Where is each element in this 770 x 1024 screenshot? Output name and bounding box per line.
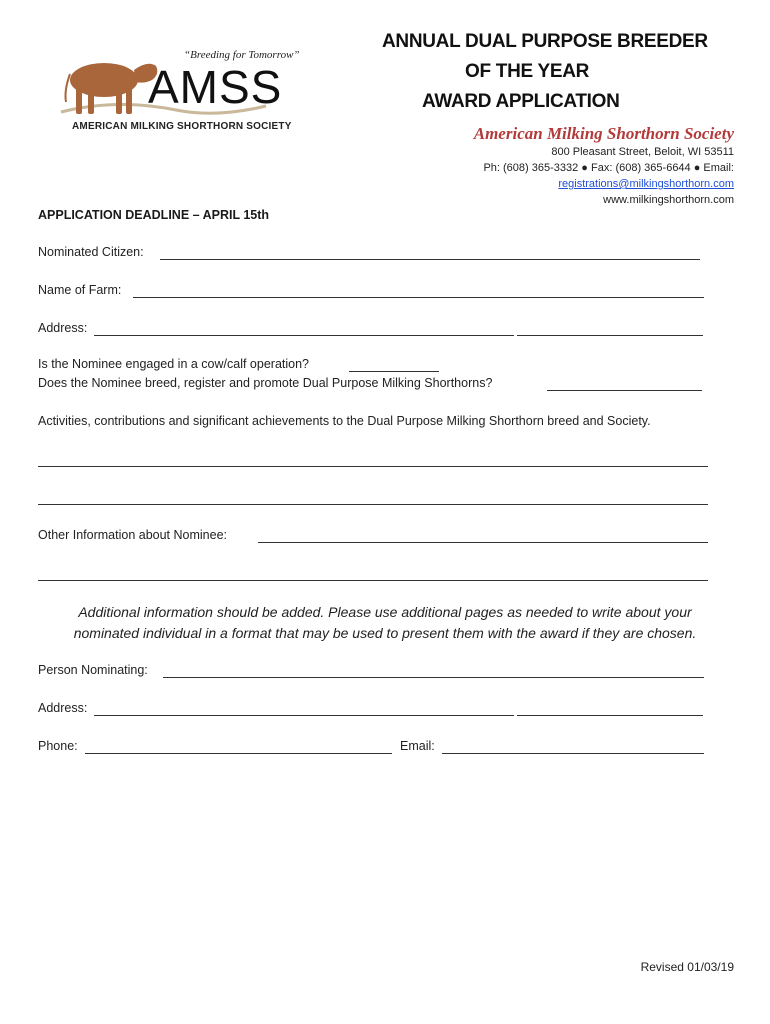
org-website: www.milkingshorthorn.com	[603, 194, 734, 206]
amss-logo	[56, 40, 300, 135]
other-info-field-line1[interactable]	[258, 542, 708, 543]
breed-question: Does the Nominee breed, register and promote Dual Purpose Milking Shorthorns?	[38, 376, 493, 390]
title-line-3: AWARD APPLICATION	[422, 91, 620, 112]
person-nominating-field[interactable]	[163, 677, 704, 678]
application-deadline: APPLICATION DEADLINE – APRIL 15th	[38, 208, 270, 222]
person-nominating-label: Person Nominating:	[38, 663, 148, 677]
email-label: Email:	[400, 739, 435, 753]
cow-calf-answer-field[interactable]	[349, 371, 439, 372]
logo-society-name: AMERICAN MILKING SHORTHORN SOCIETY	[72, 121, 292, 132]
phone-label: Phone:	[38, 739, 78, 753]
other-info-label: Other Information about Nominee:	[38, 528, 227, 542]
activities-field-line2[interactable]	[38, 504, 708, 505]
revised-date: Revised 01/03/19	[640, 960, 734, 974]
org-address: 800 Pleasant Street, Beloit, WI 53511	[551, 146, 734, 158]
nominator-address-label: Address:	[38, 701, 88, 715]
title-line-2: OF THE YEAR	[465, 61, 590, 82]
title-line-1: ANNUAL DUAL PURPOSE BREEDER	[382, 31, 708, 52]
farm-name-field[interactable]	[133, 297, 704, 298]
nominated-citizen-field[interactable]	[160, 259, 700, 260]
additional-info-note-line2: nominated individual in a format that may be used to present them with the award if they are chosen.	[73, 625, 697, 641]
activities-label: Activities, contributions and significant achievements to the Dual Purpose Milking Shorthorn breed and Society.	[38, 414, 651, 428]
org-email-link[interactable]: registrations@milkingshorthorn.com	[558, 178, 734, 190]
activities-field-line1[interactable]	[38, 466, 708, 467]
farm-name-label: Name of Farm:	[38, 283, 122, 297]
additional-info-note-line1: Additional information should be added. Please use additional pages as needed to write about your	[78, 604, 692, 620]
phone-field[interactable]	[85, 753, 392, 754]
org-name: American Milking Shorthorn Society	[473, 124, 734, 143]
cow-calf-question: Is the Nominee engaged in a cow/calf operation?	[38, 357, 310, 371]
logo-tagline: “Breeding for Tomorrow”	[184, 49, 300, 61]
address-label: Address:	[38, 321, 88, 335]
logo-wordmark: AMSS	[148, 61, 283, 113]
nominator-address-field-line1[interactable]	[94, 715, 514, 716]
org-phone-fax: Ph: (608) 365-3332 ● Fax: (608) 365-6644 ● Email:	[483, 162, 734, 174]
address-field-line2[interactable]	[517, 335, 703, 336]
other-info-field-line2[interactable]	[38, 580, 708, 581]
nominated-citizen-label: Nominated Citizen:	[38, 245, 144, 259]
breed-answer-field[interactable]	[547, 390, 702, 391]
nominator-address-field-line2[interactable]	[517, 715, 703, 716]
email-field[interactable]	[442, 753, 704, 754]
address-field-line1[interactable]	[94, 335, 514, 336]
